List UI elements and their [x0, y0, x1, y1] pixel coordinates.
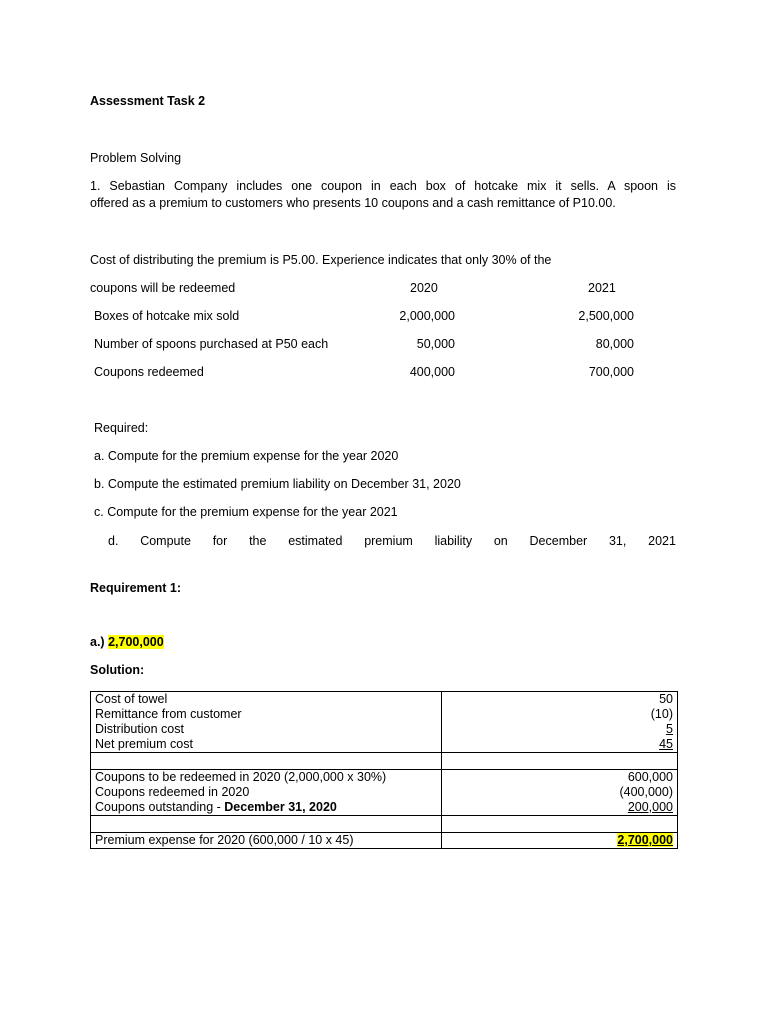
year-2020-header: 2020: [410, 281, 438, 295]
table-row: [91, 833, 678, 849]
spoons-purchased-2020: 50,000: [416, 337, 455, 351]
coupons-redeemed-2020-label: Coupons redeemed in 2020: [95, 785, 250, 799]
coupons-outstanding-value: 200,000: [627, 800, 673, 814]
required-item-a: a. Compute for the premium expense for the year 2020: [94, 449, 399, 463]
cost-of-towel-value: 50: [659, 692, 673, 706]
required-item-d-word: d.: [108, 534, 119, 548]
required-item-c: c. Compute for the premium expense for the year 2021: [94, 505, 398, 519]
distribution-cost-label: Distribution cost: [95, 722, 184, 736]
coupons-redeemed-2020: 400,000: [409, 365, 455, 379]
problem-text-line-1: 1. Sebastian Company includes one coupon in each box of hotcake mix it sells. A spoon is: [90, 179, 676, 193]
problem-text-line-2: offered as a premium to customers who presents 10 coupons and a cash remittance of P10.00.: [90, 196, 616, 210]
net-premium-cost-label: Net premium cost: [95, 737, 193, 751]
required-item-d-word: Compute: [140, 534, 191, 548]
coupons-redeemed-2020-value: (400,000): [619, 785, 673, 799]
distribution-cost-value: 5: [666, 722, 673, 736]
spacer-cell: [442, 753, 678, 770]
requirement-1-title: Requirement 1:: [90, 581, 181, 595]
spacer-cell: [91, 816, 442, 833]
premium-expense-label: Premium expense for 2020 (600,000 / 10 x 45): [91, 833, 442, 849]
table-row: [91, 753, 678, 770]
required-item-d-word: liability: [434, 534, 473, 548]
required-item-d-word: 2021: [648, 534, 676, 548]
answer-value: 2,700,000: [108, 635, 164, 649]
cost-distribution-text: Cost of distributing the premium is P5.00. Experience indicates that only 30% of the: [90, 253, 552, 267]
table-row: [91, 770, 678, 816]
solution-title: Solution:: [90, 663, 145, 677]
coupons-outstanding-date: December 31, 2020: [224, 800, 337, 814]
remittance-label: Remittance from customer: [95, 707, 242, 721]
net-premium-cost-values: [442, 692, 678, 753]
row-label-spoons-purchased: Number of spoons purchased at P50 each: [94, 337, 329, 351]
required-item-d-word: December: [529, 534, 588, 548]
required-item-d-word: premium: [364, 534, 413, 548]
year-2021-header: 2021: [588, 281, 616, 295]
spacer-cell: [91, 753, 442, 770]
required-item-d-word: on: [493, 534, 508, 548]
table-row: [91, 816, 678, 833]
coupons-outstanding-labels: [91, 770, 442, 816]
row-label-coupons-redeemed: Coupons redeemed: [94, 365, 204, 379]
coupons-redeemed-2021: 700,000: [588, 365, 634, 379]
problem-solving-subheading: Problem Solving: [90, 151, 182, 165]
boxes-sold-2020: 2,000,000: [399, 309, 455, 323]
answer-line: [90, 635, 164, 649]
spoons-purchased-2021: 80,000: [595, 337, 634, 351]
cost-of-towel-label: Cost of towel: [95, 692, 168, 706]
coupons-outstanding-label: [95, 800, 437, 815]
coupons-outstanding-prefix: Coupons outstanding -: [95, 800, 225, 814]
required-item-d-word: the: [249, 534, 267, 548]
required-item-d: [108, 534, 676, 548]
required-item-d-word: estimated: [288, 534, 343, 548]
required-item-d-word: 31,: [608, 534, 627, 548]
row-label-boxes-sold: Boxes of hotcake mix sold: [94, 309, 240, 323]
net-premium-cost-value: 45: [659, 737, 673, 751]
coupons-outstanding-values: [442, 770, 678, 816]
coupons-to-be-redeemed-value: 600,000: [627, 770, 673, 784]
required-item-d-word: for: [212, 534, 228, 548]
assessment-heading: Assessment Task 2: [90, 94, 206, 108]
required-item-b: b. Compute the estimated premium liability on December 31, 2020: [94, 477, 461, 491]
table-row: [91, 692, 678, 753]
coupons-to-be-redeemed-label: Coupons to be redeemed in 2020 (2,000,000 x 30%): [95, 770, 387, 784]
answer-prefix: a.): [90, 635, 105, 649]
spacer-cell: [442, 816, 678, 833]
boxes-sold-2021: 2,500,000: [578, 309, 634, 323]
net-premium-cost-labels: [91, 692, 442, 753]
coupons-redeemed-label: coupons will be redeemed: [90, 281, 236, 295]
solution-table: [90, 691, 678, 849]
required-title: Required:: [94, 421, 149, 435]
remittance-value: (10): [650, 707, 673, 721]
premium-expense-value: 2,700,000: [617, 833, 673, 847]
premium-expense-cell: [442, 833, 678, 849]
